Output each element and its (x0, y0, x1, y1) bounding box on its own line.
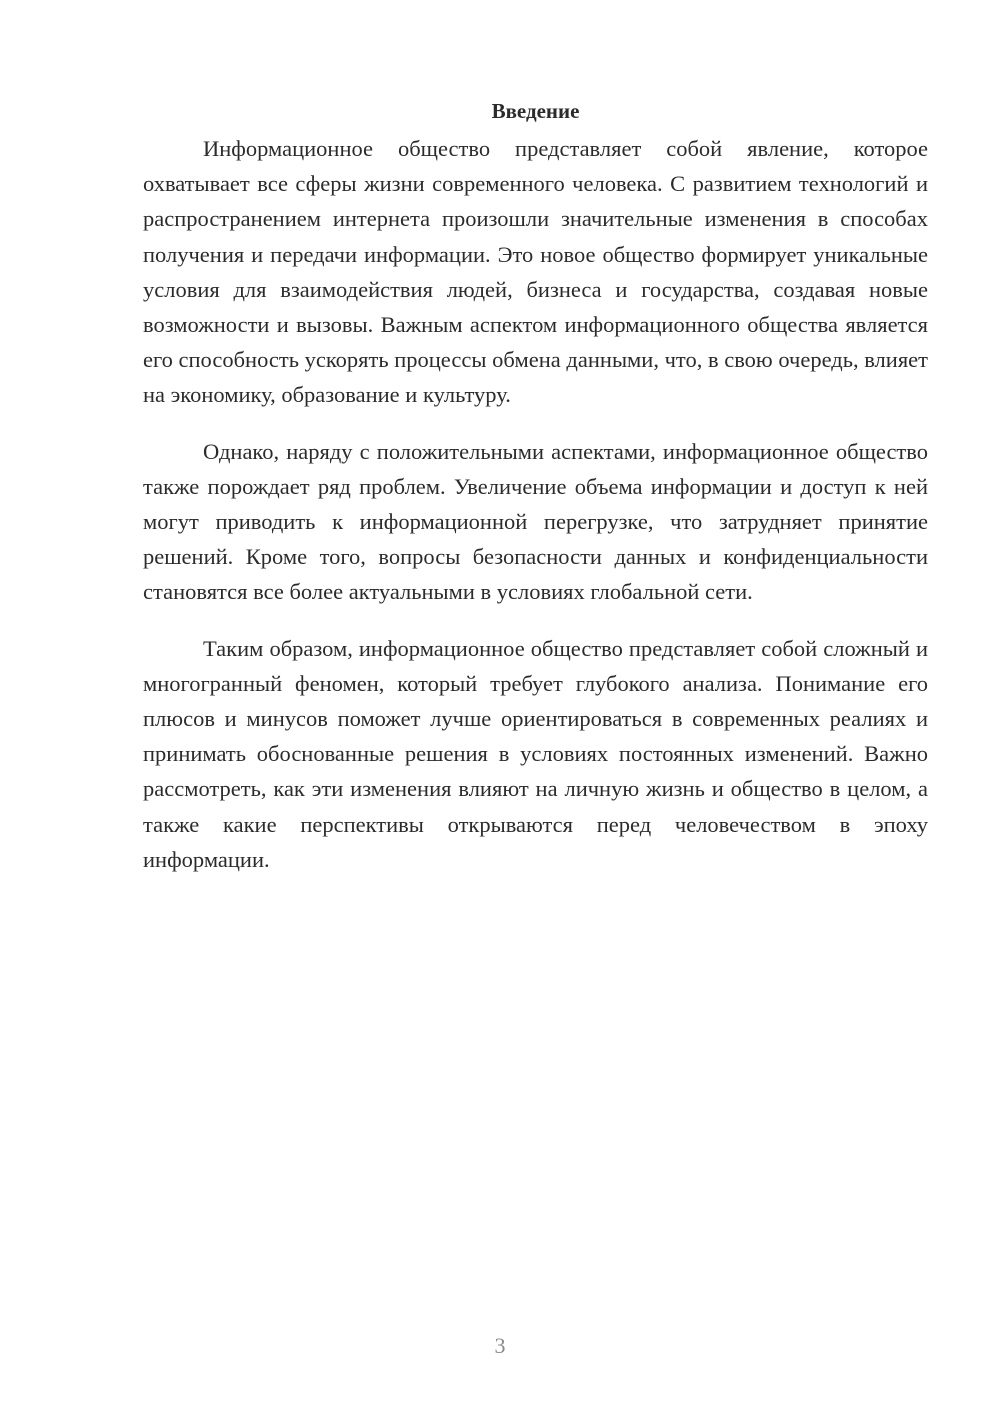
page-content (143, 96, 928, 877)
paragraph-3: Таким образом, информационное общество представляет собой сложный и многогранный феномен, который требует глубокого анализа. Понимание его плюсов и минусов поможет лучше ориентироваться в современных реалиях и принимать обоснованные решения в условиях постоянных изменений. Важно рассмотреть, как эти изменения влияют на личную жизнь и общество в целом, а также какие перспективы открываются перед человечеством в эпоху информации. (143, 635, 928, 872)
paragraph-2: Однако, наряду с положительными аспектами, информационное общество также порождает ряд проблем. Увеличение объема информации и доступ к ней могут приводить к информационной перегрузке, что затрудняет принятие решений. Кроме того, вопросы безопасности данных и конфиденциальности становятся все более актуальными в условиях глобальной сети. (143, 438, 928, 605)
paragraph-1: Информационное общество представляет собой явление, которое охватывает все сферы жизни современного человека. С развитием технологий и распространением интернета произошли значительные изменения в способах получения и передачи информации. Это новое общество формирует уникальные условия для взаимодействия людей, бизнеса и государства, создавая новые возможности и вызовы. Важным аспектом информационного общества является его способность ускорять процессы обмена данными, что, в свою очередь, влияет на экономику, образование и культуру. (143, 136, 928, 408)
section-heading: Введение (491, 99, 580, 123)
page-number: 3 (494, 1333, 506, 1358)
